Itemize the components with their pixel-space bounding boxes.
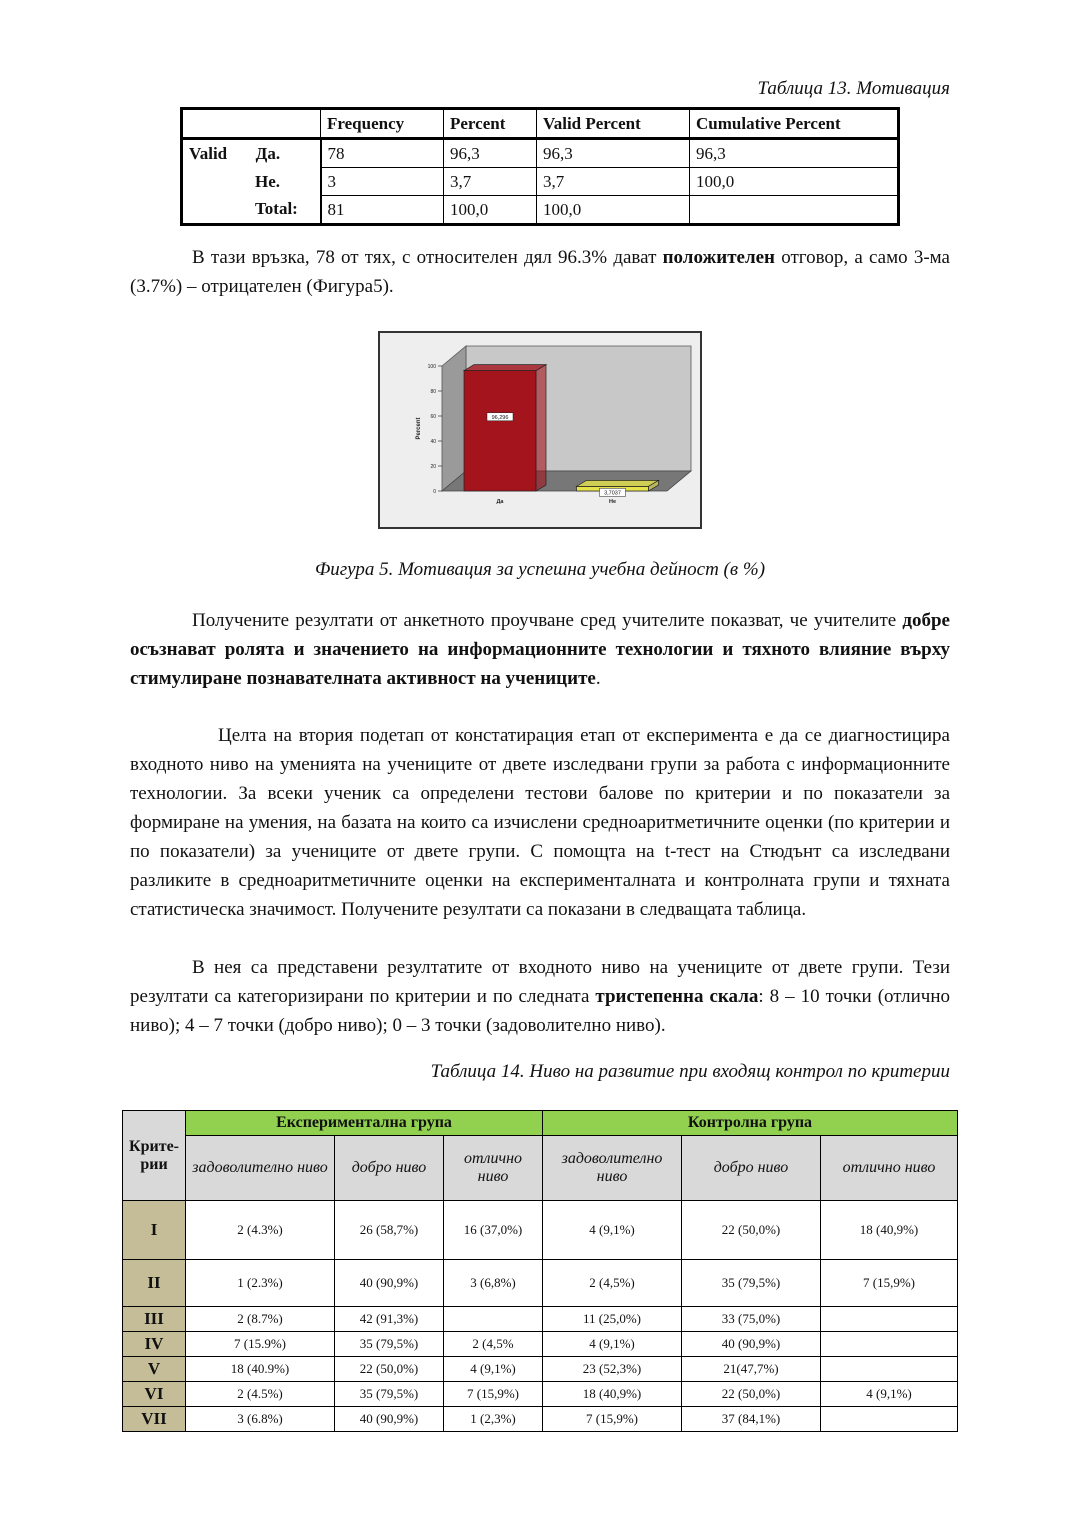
motivation-table <box>180 107 900 226</box>
table-cell: 23 (52,3%) <box>543 1357 682 1382</box>
bar-chart <box>378 331 702 529</box>
table-cell: 7 (15,9%) <box>543 1407 682 1432</box>
cell: 3,7 <box>537 168 690 196</box>
experimental-group-header: Експериментална група <box>186 1111 543 1136</box>
criterion-label: II <box>123 1260 186 1307</box>
table-cell: 3 (6,8%) <box>444 1260 543 1307</box>
paragraph-4 <box>130 953 950 1040</box>
sub-header: отлично ниво <box>821 1136 958 1201</box>
sub-header: задоволително ниво <box>543 1136 682 1201</box>
y-tick-label: 80 <box>430 389 436 395</box>
table-cell: 18 (40.9%) <box>186 1357 335 1382</box>
figure-caption: Фигура 5. Мотивация за успешна учебна дейност (в %) <box>314 559 766 580</box>
sub-header: задоволително ниво <box>186 1136 335 1201</box>
table-cell: 7 (15,9%) <box>821 1260 958 1307</box>
table-cell: 18 (40,9%) <box>821 1201 958 1260</box>
table-cell: 40 (90,9%) <box>335 1407 444 1432</box>
table-row <box>123 1201 958 1260</box>
table-row <box>182 168 899 196</box>
table-cell: 2 (4,5%) <box>543 1260 682 1307</box>
text: : 8 – 10 точки (отлично ниво); 4 – 7 точки (добро ниво); 0 – 3 точки (задоволително ниво). <box>130 986 950 1036</box>
text: В нея са представени резултатите от входното ниво на учениците от двете групи. Тези резултати са категоризирани по критерии и по следната <box>130 957 950 1007</box>
plot-side-wall <box>442 346 466 491</box>
table-cell <box>821 1332 958 1357</box>
bar <box>464 371 536 491</box>
header-cell: Cumulative Percent <box>690 109 899 139</box>
cell <box>690 196 899 225</box>
criteria-level-table <box>122 1110 958 1432</box>
table-cell: 1 (2.3%) <box>186 1260 335 1307</box>
table-cell: 4 (9,1%) <box>543 1201 682 1260</box>
table-cell: 3 (6.8%) <box>186 1407 335 1432</box>
data-label: 3,7037 <box>604 490 621 497</box>
row-label: Не. <box>182 168 321 196</box>
cell: 3,7 <box>444 168 537 196</box>
table-cell: 35 (79,5%) <box>335 1382 444 1407</box>
header-cell: Percent <box>444 109 537 139</box>
table-cell: 2 (8.7%) <box>186 1307 335 1332</box>
criterion-label: VI <box>123 1382 186 1407</box>
table-row <box>123 1407 958 1432</box>
table-cell: 22 (50,0%) <box>682 1201 821 1260</box>
table-cell <box>821 1307 958 1332</box>
cell: 96,3 <box>444 139 537 168</box>
sub-header: добро ниво <box>335 1136 444 1201</box>
bar-top <box>464 365 546 371</box>
bar-top <box>577 480 659 486</box>
text: Получените резултати от анкетното проучване сред учителите показват, че учителите <box>192 610 903 631</box>
table-cell: 37 (84,1%) <box>682 1407 821 1432</box>
table-cell: 18 (40,9%) <box>543 1382 682 1407</box>
text: В тази връзка, 78 от тях, с относителен дял 96.3% дават <box>192 247 663 268</box>
table-row <box>123 1332 958 1357</box>
criterion-label: VII <box>123 1407 186 1432</box>
table-row <box>123 1260 958 1307</box>
table-cell: 2 (4,5% <box>444 1332 543 1357</box>
criterion-label: I <box>123 1201 186 1260</box>
criterion-label: IV <box>123 1332 186 1357</box>
table14-caption: Таблица 14. Ниво на развитие при входящ контрол по критерии <box>430 1061 950 1082</box>
row-label <box>182 139 321 168</box>
criterion-label: V <box>123 1357 186 1382</box>
group-label: Valid <box>189 143 228 163</box>
y-tick-label: 40 <box>430 439 436 445</box>
cell: 100,0 <box>537 196 690 225</box>
table-cell: 7 (15,9%) <box>444 1382 543 1407</box>
bold-text: добре осъзнават ролята и значението на информационните технологии и тяхното влияние върху стимулиране познавателната активност на учениците <box>130 610 950 689</box>
cell: 96,3 <box>690 139 899 168</box>
table-row <box>182 196 899 225</box>
table-cell: 35 (79,5%) <box>682 1260 821 1307</box>
table-cell: 4 (9,1%) <box>821 1382 958 1407</box>
cell: 100,0 <box>444 196 537 225</box>
bold-text: тристепенна скала <box>595 986 759 1007</box>
table-cell: 4 (9,1%) <box>444 1357 543 1382</box>
table-cell: 35 (79,5%) <box>335 1332 444 1357</box>
text: отговор, а само 3-ма (3.7%) – отрицателен (Фигура5). <box>130 247 950 297</box>
paragraph-3: Целта на втория подетап от констатирация етап от експеримента е да се диагностицира входното ниво на уменията на учениците от двете изследвани групи за работа с информационните технологии. За всеки ученик са определени тестови балове по критерии и по показатели за формиране на умения, на базата на които са изчислени средноаритметичните оценки (по критерии и по показатели) за учениците от двете групи. С помощта на t-тест на Стюдънт са изследвани разликите в средноаритметичните оценки на експерименталната и контролната групи и тяхната статистическа значимост. Получените резултати са показани в следващата таблица. <box>130 725 950 920</box>
table-cell: 2 (4.3%) <box>186 1201 335 1260</box>
header-cell: Frequency <box>321 109 444 139</box>
table-cell <box>444 1307 543 1332</box>
sub-header: добро ниво <box>682 1136 821 1201</box>
criterion-label: III <box>123 1307 186 1332</box>
table-cell: 4 (9,1%) <box>543 1332 682 1357</box>
paragraph-2 <box>130 606 950 693</box>
table-cell: 33 (75,0%) <box>682 1307 821 1332</box>
chart-svg <box>380 333 700 527</box>
y-tick-label: 100 <box>427 364 436 370</box>
table-cell: 26 (58,7%) <box>335 1201 444 1260</box>
row-label-text: Да. <box>255 143 281 163</box>
y-tick-label: 0 <box>433 489 436 495</box>
y-tick-label: 20 <box>430 464 436 470</box>
table-cell: 42 (91,3%) <box>335 1307 444 1332</box>
table13-caption: Таблица 13. Мотивация <box>757 78 950 99</box>
table-cell: 2 (4.5%) <box>186 1382 335 1407</box>
data-label: 96,296 <box>491 414 509 421</box>
sub-header-row <box>123 1136 958 1201</box>
cell: 81 <box>321 196 444 225</box>
table-cell <box>821 1357 958 1382</box>
paragraph-1 <box>130 243 950 301</box>
header-cell <box>182 109 321 139</box>
table-cell: 16 (37,0%) <box>444 1201 543 1260</box>
table-row <box>123 1307 958 1332</box>
table-cell: 11 (25,0%) <box>543 1307 682 1332</box>
control-group-header: Контролна група <box>543 1111 958 1136</box>
table-cell: 1 (2,3%) <box>444 1407 543 1432</box>
table-cell: 40 (90,9%) <box>682 1332 821 1357</box>
row-label: Total: <box>182 196 321 225</box>
table-cell <box>821 1407 958 1432</box>
table-row <box>182 139 899 168</box>
header-cell: Valid Percent <box>537 109 690 139</box>
x-tick-label: Не <box>608 499 617 505</box>
bar-side <box>536 365 546 491</box>
cell: 96,3 <box>537 139 690 168</box>
table-row <box>123 1357 958 1382</box>
table-cell: 22 (50,0%) <box>682 1382 821 1407</box>
cell: 78 <box>321 139 444 168</box>
group-header-row <box>123 1111 958 1136</box>
bold-text: положителен <box>662 247 776 268</box>
y-axis-label: Percent <box>416 417 422 440</box>
table-header-row <box>182 109 899 139</box>
table-cell: 40 (90,9%) <box>335 1260 444 1307</box>
sub-header: отлично ниво <box>444 1136 543 1201</box>
table-cell: 22 (50,0%) <box>335 1357 444 1382</box>
table-cell: 7 (15.9%) <box>186 1332 335 1357</box>
table-cell: 21(47,7%) <box>682 1357 821 1382</box>
table-row <box>123 1382 958 1407</box>
cell: 3 <box>321 168 444 196</box>
cell: 100,0 <box>690 168 899 196</box>
x-tick-label: Да <box>496 499 504 505</box>
text: . <box>595 668 601 689</box>
y-tick-label: 60 <box>430 414 436 420</box>
criteria-header: Крите-рии <box>123 1111 186 1201</box>
